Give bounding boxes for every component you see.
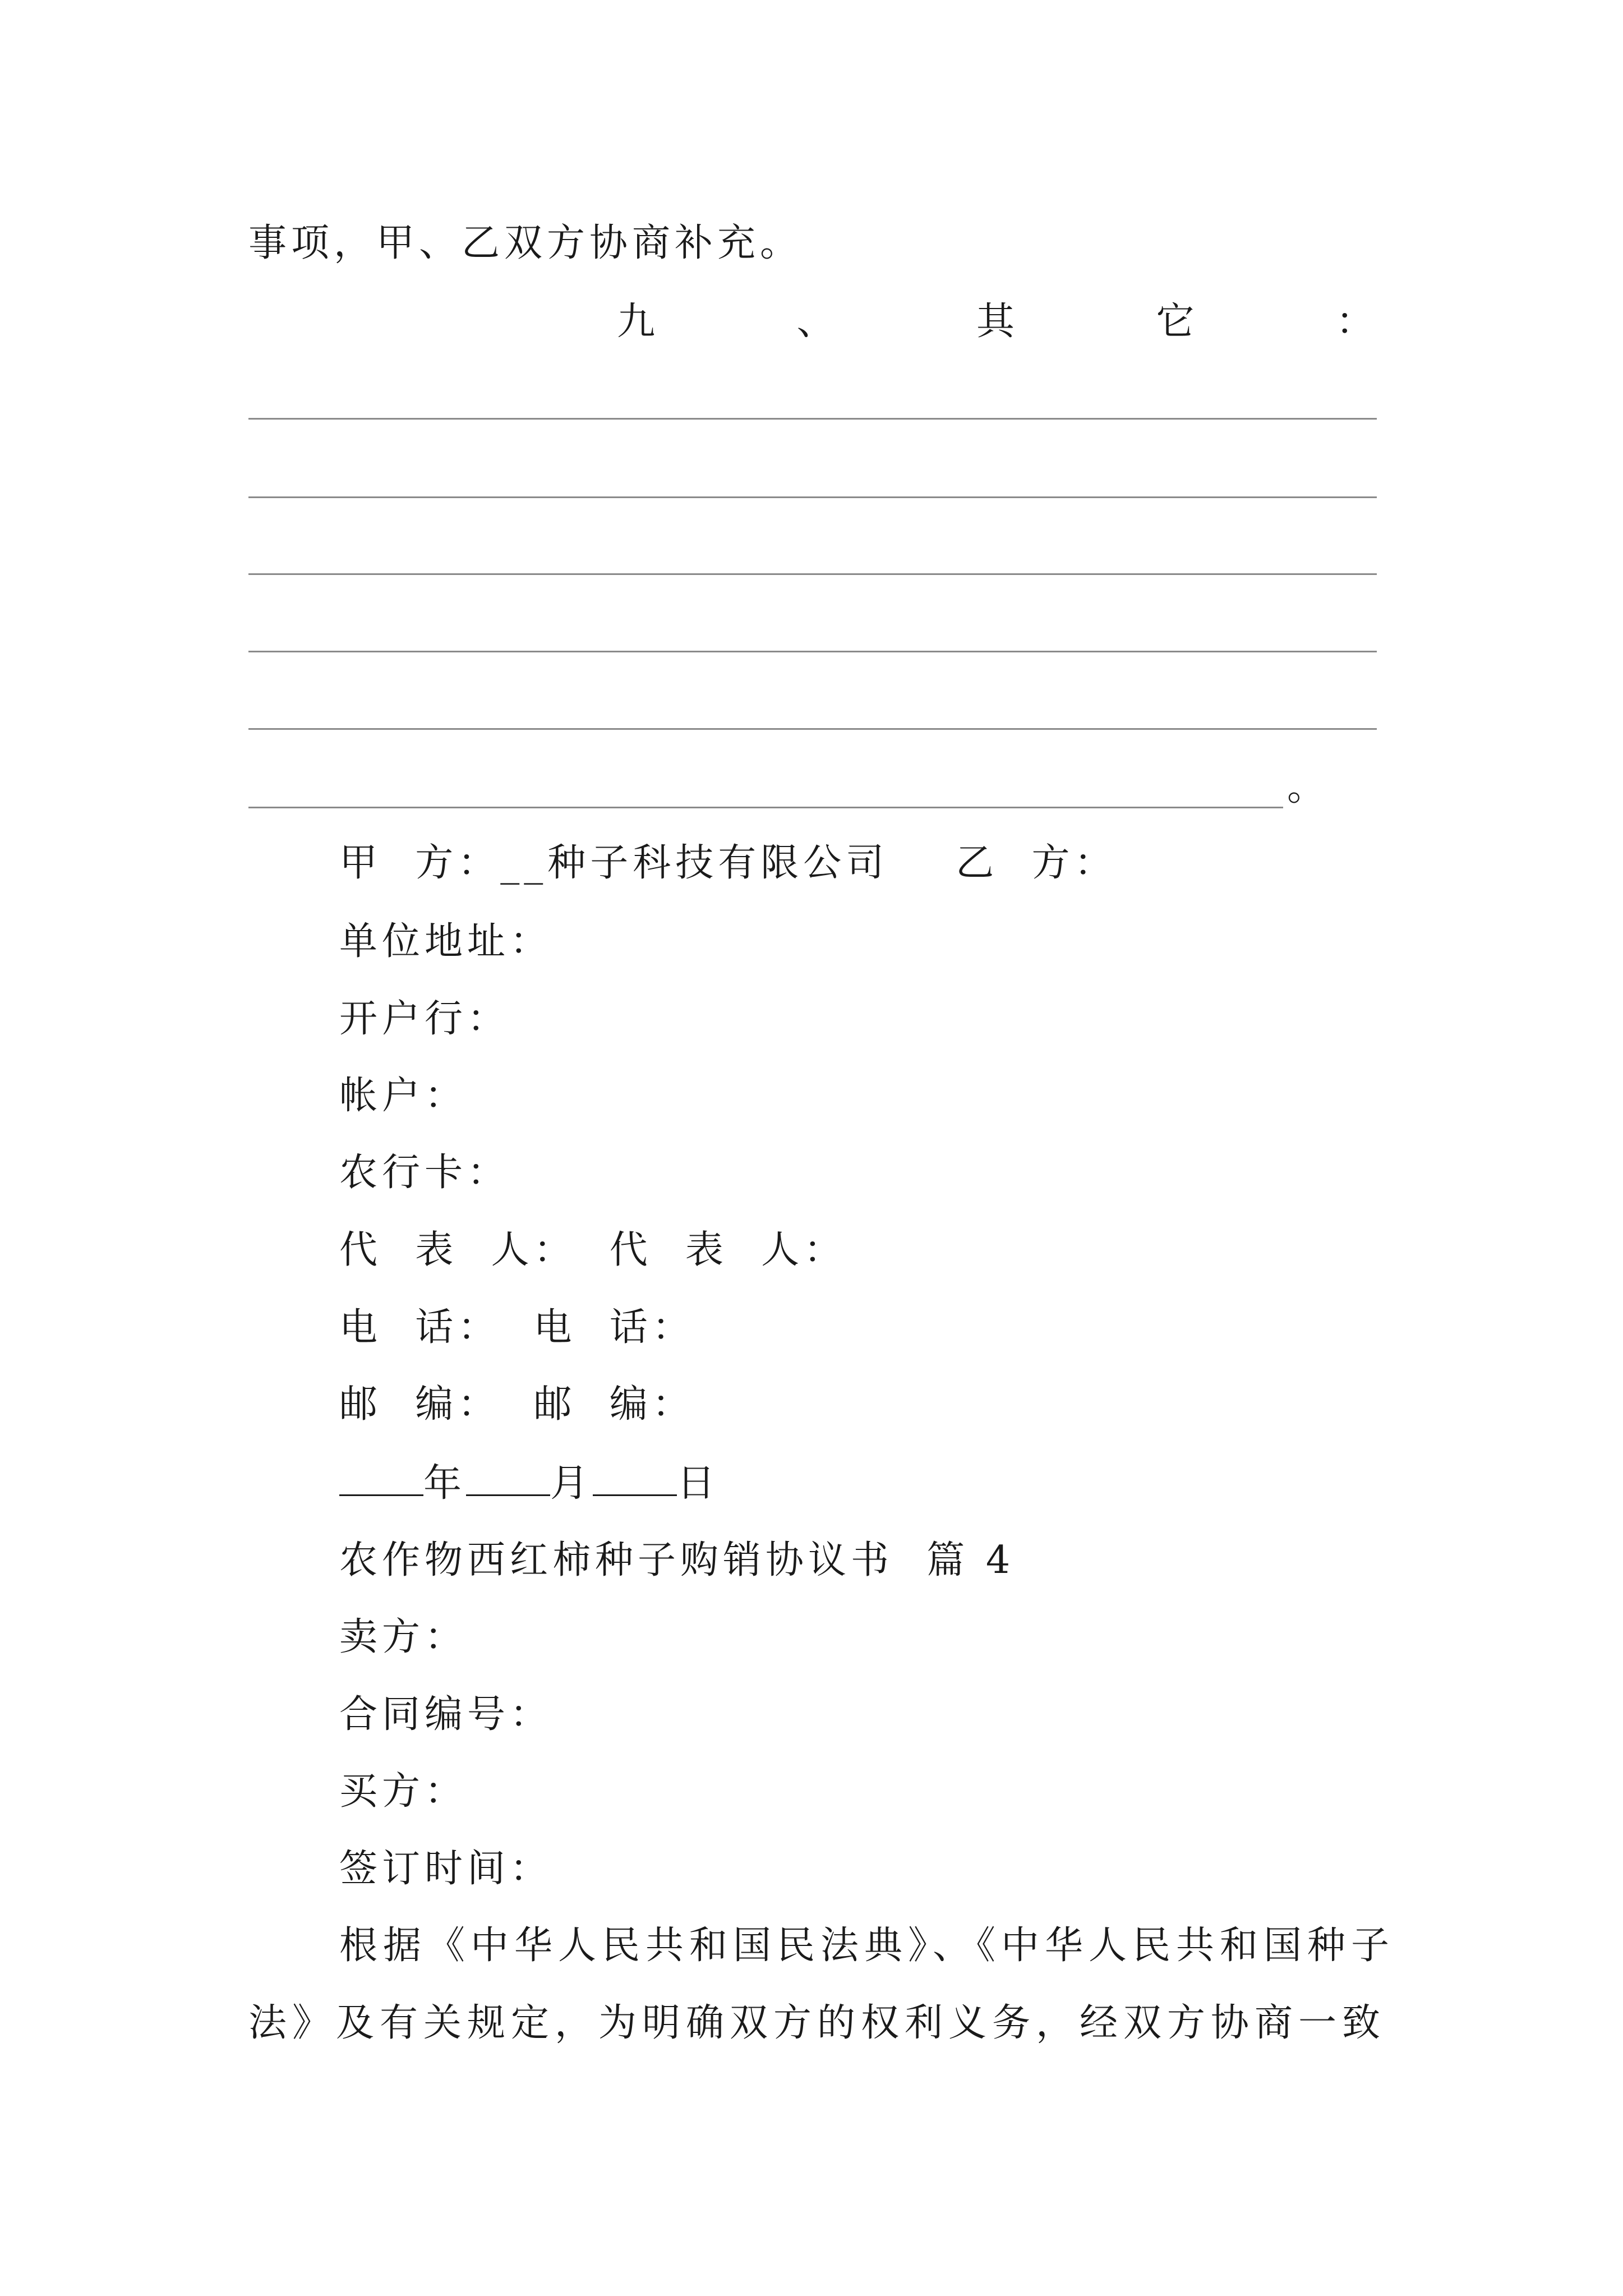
- month-blank: [466, 1463, 550, 1496]
- blank-rule-6: [248, 807, 1283, 808]
- field-address: 单位地址：: [339, 919, 553, 964]
- field-postcode: 邮 编： 邮 编：: [339, 1382, 695, 1427]
- date-line: [339, 1461, 720, 1506]
- party-a-blank: __: [500, 841, 548, 885]
- heading-char: 九: [617, 300, 656, 344]
- field-phone: 电 话： 电 话：: [339, 1305, 695, 1350]
- month-label: 月: [550, 1461, 593, 1506]
- party-a-label: 甲 方：: [339, 841, 501, 885]
- blank-rule-2: [248, 496, 1377, 498]
- day-label: 日: [677, 1461, 720, 1506]
- field-agri-card: 农行卡：: [339, 1151, 510, 1195]
- year-blank: [339, 1463, 423, 1496]
- heading-char: ：: [1335, 300, 1374, 344]
- blank-rule-1: [248, 418, 1377, 420]
- heading-char: 它: [1156, 300, 1195, 344]
- field-bank: 开户行：: [339, 997, 510, 1041]
- body-paragraph-line-1: 根据《中华人民共和国民法典》、《中华人民共和国种子: [339, 1924, 1395, 1968]
- section-nine-heading: [617, 300, 1374, 344]
- field-account: 帐户：: [339, 1074, 468, 1118]
- party-a-company: 种子科技有限公司: [547, 841, 889, 885]
- field-buyer: 买方：: [339, 1769, 468, 1814]
- blank-rule-3: [248, 573, 1377, 575]
- field-sign-date: 签订时间：: [339, 1847, 553, 1891]
- continuation-line: 事项，甲、乙双方协商补充。: [248, 221, 803, 265]
- field-contract-number: 合同编号：: [339, 1692, 553, 1737]
- party-line: [339, 841, 1117, 885]
- blank-line-period: 。: [1287, 765, 1326, 809]
- year-label: 年: [423, 1461, 467, 1506]
- heading-char: 其: [976, 300, 1015, 344]
- heading-char: 、: [796, 300, 835, 344]
- blank-rule-4: [248, 651, 1377, 652]
- day-blank: [593, 1463, 677, 1496]
- article-title: 农作物西红柿种子购销协议书 篇 4: [339, 1538, 1015, 1582]
- field-representative: 代 表 人： 代 表 人：: [339, 1228, 847, 1272]
- party-b-label: 乙 方：: [956, 841, 1117, 885]
- blank-rule-5: [248, 728, 1377, 730]
- field-seller: 卖方：: [339, 1615, 468, 1659]
- body-paragraph-line-2: 法》及有关规定，为明确双方的权利义务，经双方协商一致: [248, 2001, 1386, 2045]
